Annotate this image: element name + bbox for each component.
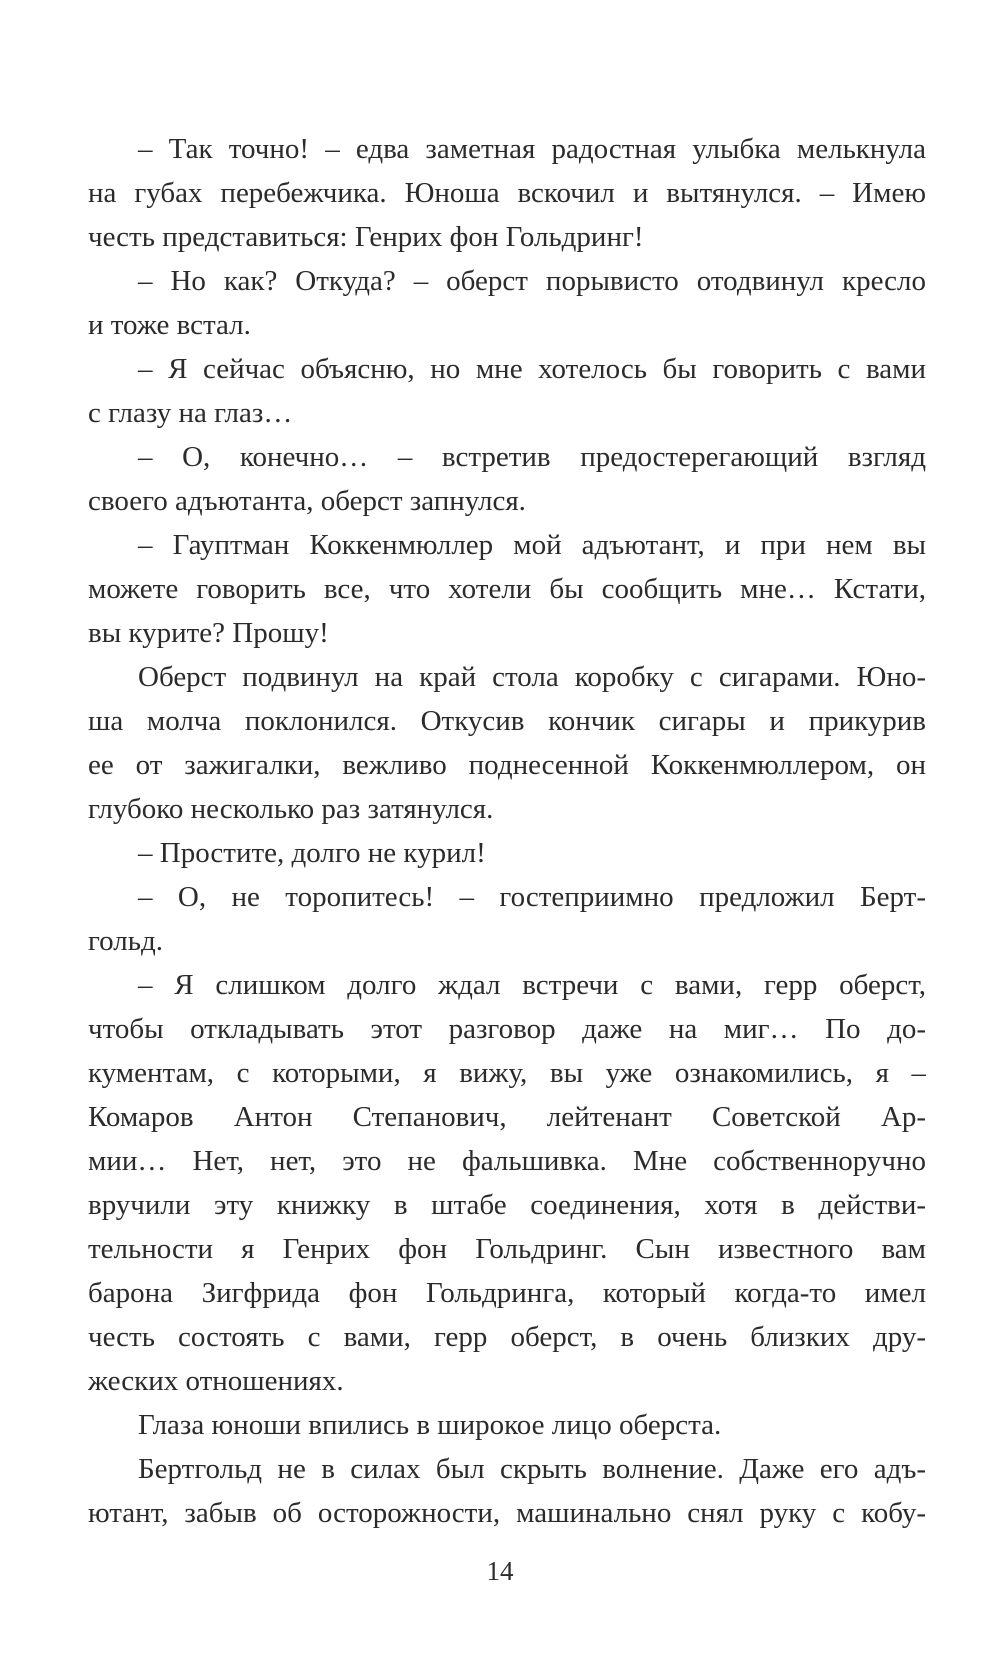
paragraph [88,655,926,831]
paragraph [88,1403,926,1447]
text-line: тельности я Генрих фон Гольдринг. Сын известного вам [88,1233,926,1265]
text-line: Глаза юноши впились в широкое лицо оберста. [138,1409,722,1441]
text-line: ша молча поклонился. Откусив кончик сигары и прикурив [88,705,926,737]
paragraph [88,127,926,259]
paragraph [88,831,926,875]
text-line: ютант, забыв об осторожности, машинально снял руку с кобу- [88,1497,926,1529]
text-line: ее от зажигалки, вежливо поднесенной Коккенмюллером, он [88,749,926,781]
text-line: Оберст подвинул на край стола коробку с сигарами. Юно- [138,661,926,693]
text-line: – Гауптман Коккенмюллер мой адъютант, и при нем вы [138,529,926,561]
text-line: вручили эту книжку в штабе соединения, хотя в действи- [88,1189,926,1221]
text-line: и тоже встал. [88,309,251,341]
text-line: Бертгольд не в силах был скрыть волнение. Даже его адъ- [138,1453,926,1485]
text-line: на губах перебежчика. Юноша вскочил и вытянулся. – Имею [88,177,926,209]
text-line: барона Зигфрида фон Гольдринга, который когда-то имел [88,1277,926,1309]
text-line: Комаров Антон Степанович, лейтенант Советской Ар- [88,1101,926,1133]
paragraph [88,435,926,523]
paragraph [88,875,926,963]
text-line: глубоко несколько раз затянулся. [88,793,494,825]
paragraph [88,1447,926,1535]
text-line: – Я сейчас объясню, но мне хотелось бы говорить с вами [138,353,926,385]
text-line: кументам, с которыми, я вижу, вы уже ознакомились, я – [88,1057,926,1089]
text-line: гольд. [88,925,163,957]
text-line: – Так точно! – едва заметная радостная улыбка мелькнула [138,133,926,165]
text-line: честь состоять с вами, герр оберст, в очень близких дру- [88,1321,926,1353]
text-line: – О, конечно… – встретив предостерегающий взгляд [138,441,926,473]
paragraph [88,259,926,347]
page-text [88,127,926,1535]
text-line: – Но как? Откуда? – оберст порывисто отодвинул кресло [138,265,926,297]
text-line: – О, не торопитесь! – гостеприимно предложил Берт- [138,881,926,913]
text-line: мии… Нет, нет, это не фальшивка. Мне собственноручно [88,1145,926,1177]
text-line: честь представиться: Генрих фон Гольдринг! [88,221,644,253]
page-number: 14 [486,1556,514,1586]
text-line: чтобы откладывать этот разговор даже на миг… По до- [88,1013,926,1045]
text-line: можете говорить все, что хотели бы сообщить мне… Кстати, [88,573,926,605]
paragraph [88,347,926,435]
text-line: – Простите, долго не курил! [138,837,486,869]
paragraph [88,523,926,655]
text-line: жеских отношениях. [88,1365,344,1397]
text-line: с глазу на глаз… [88,397,293,429]
paragraph [88,963,926,1403]
text-line: – Я слишком долго ждал встречи с вами, герр оберст, [138,969,926,1001]
text-line: вы курите? Прошу! [88,617,329,649]
text-line: своего адъютанта, оберст запнулся. [88,485,526,517]
